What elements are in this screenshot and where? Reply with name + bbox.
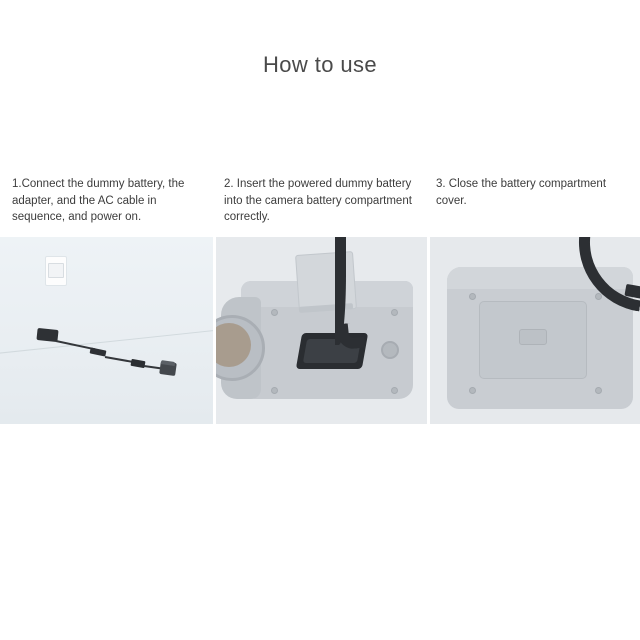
battery-door-latch	[519, 329, 547, 345]
body-screw	[595, 293, 602, 300]
ac-plug	[48, 263, 64, 278]
panel-divider-left	[213, 237, 216, 424]
step-2	[216, 176, 424, 226]
step-3-caption: 3. Close the battery compartment cover.	[436, 178, 607, 207]
step-captions	[8, 176, 632, 226]
step-1-caption: 1.Connect the dummy battery, the adapter, and the AC cable in sequence, and power on.	[12, 178, 185, 223]
step-1	[8, 176, 216, 226]
step-2-caption: 2. Insert the powered dummy battery into the camera battery compartment correctly.	[224, 178, 412, 223]
illustration-row	[0, 237, 640, 424]
photo-step-3	[427, 237, 640, 424]
photo-step-2	[213, 237, 426, 424]
step-3	[424, 176, 632, 209]
body-screw	[469, 387, 476, 394]
body-screw	[595, 387, 602, 394]
page-title: How to use	[262, 52, 378, 77]
photo-step-1	[0, 237, 213, 424]
wall-background	[0, 237, 213, 424]
panel-divider-left	[427, 237, 430, 424]
body-screw	[469, 293, 476, 300]
